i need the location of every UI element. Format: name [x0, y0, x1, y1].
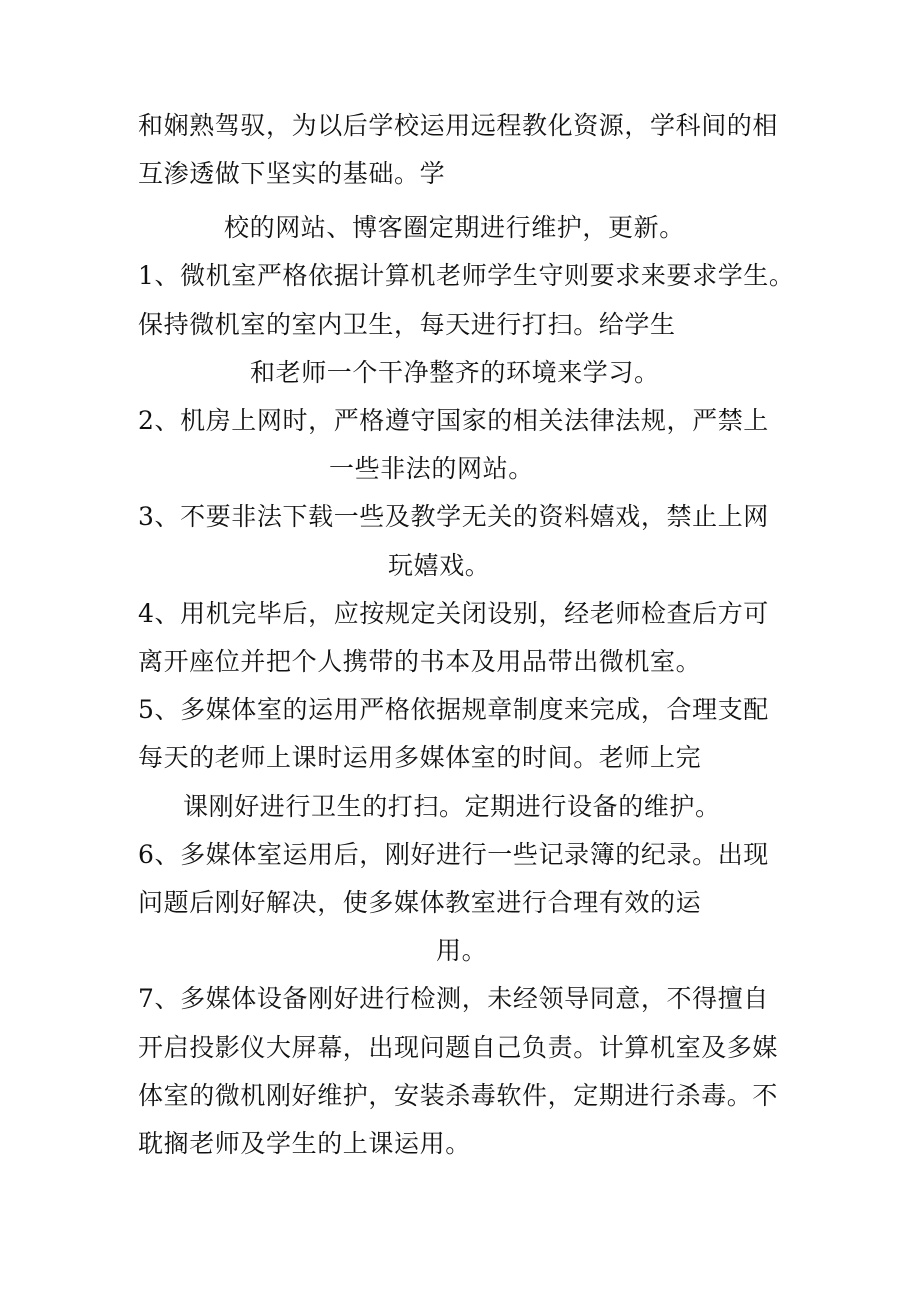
text-line: 5、多媒体室的运用严格依据规章制度来完成，合理支配 — [138, 695, 769, 724]
text-line: 7、多媒体设备刚好进行检测，未经领导同意，不得擅自 — [138, 984, 769, 1013]
text-line: 开启投影仪大屏幕，出现问题自己负责。计算机室及多媒 — [138, 1033, 779, 1062]
text-line: 互渗透做下坚实的基础。学 — [138, 159, 446, 188]
text-line: 和老师一个干净整齐的环境来学习。 — [250, 358, 660, 387]
text-line: 6、多媒体室运用后，刚好进行一些记录簿的纪录。出现 — [138, 840, 769, 869]
text-line: 和娴熟驾驭，为以后学校运用远程教化资源，学科间的相 — [138, 111, 779, 140]
text-line: 2、机房上网时，严格遵守国家的相关法律法规，严禁上 — [138, 406, 769, 435]
text-line: 一些非法的网站。 — [329, 454, 534, 483]
text-line: 用。 — [436, 936, 488, 965]
text-line: 离开座位并把个人携带的书本及用品带出微机室。 — [138, 647, 702, 676]
text-line: 3、不要非法下载一些及教学无关的资料嬉戏，禁止上网 — [138, 502, 769, 531]
text-line: 校的网站、博客圈定期进行维护，更新。 — [224, 213, 685, 242]
text-line: 1、微机室严格依据计算机老师学生守则要求来要求学生。 — [138, 261, 795, 290]
text-line: 保持微机室的室内卫生，每天进行打扫。给学生 — [138, 310, 676, 339]
text-line: 耽搁老师及学生的上课运用。 — [138, 1129, 471, 1158]
text-line: 体室的微机刚好维护，安装杀毒软件，定期进行杀毒。不 — [138, 1081, 779, 1110]
text-line: 问题后刚好解决，使多媒体教室进行合理有效的运 — [138, 888, 702, 917]
text-line: 课刚好进行卫生的打扫。定期进行设备的维护。 — [183, 792, 721, 821]
text-line: 4、用机完毕后，应按规定关闭设别，经老师检查后方可 — [138, 599, 769, 628]
text-line: 每天的老师上课时运用多媒体室的时间。老师上完 — [138, 743, 702, 772]
text-line: 玩嬉戏。 — [388, 551, 491, 580]
